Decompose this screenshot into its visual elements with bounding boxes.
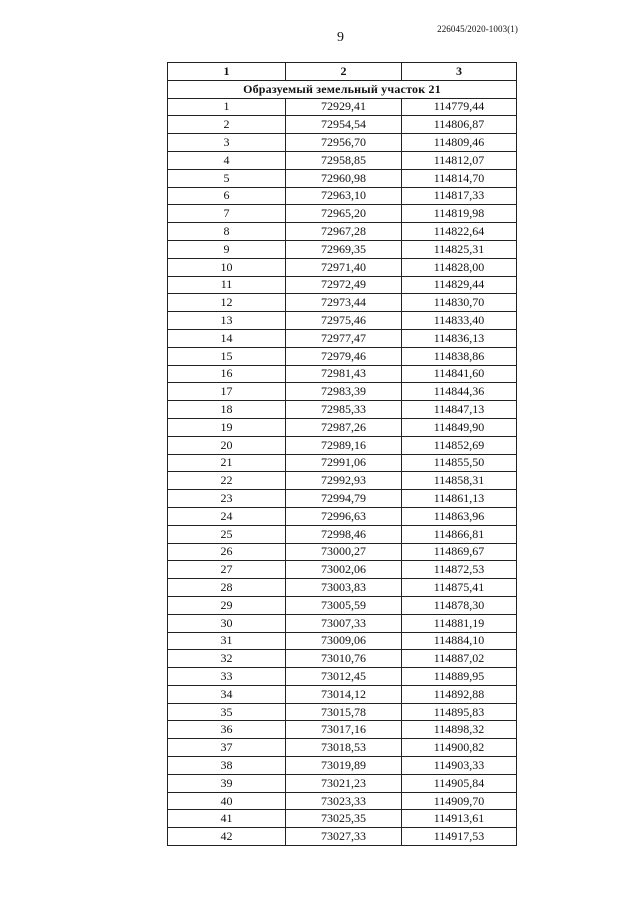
- y-coordinate-cell: 114828,00: [402, 258, 517, 276]
- y-coordinate-cell: 114895,83: [402, 703, 517, 721]
- point-number-cell: 31: [168, 632, 286, 650]
- x-coordinate-cell: 73005,59: [286, 596, 402, 614]
- y-coordinate-cell: 114779,44: [402, 98, 517, 116]
- point-number-cell: 8: [168, 223, 286, 241]
- table-row: [168, 98, 517, 116]
- x-coordinate-cell: 72965,20: [286, 205, 402, 223]
- point-number-cell: 16: [168, 365, 286, 383]
- y-coordinate-cell: 114819,98: [402, 205, 517, 223]
- table-row: [168, 294, 517, 312]
- x-coordinate-cell: 73025,35: [286, 810, 402, 828]
- table-row: [168, 561, 517, 579]
- y-coordinate-cell: 114889,95: [402, 668, 517, 686]
- x-coordinate-cell: 72975,46: [286, 312, 402, 330]
- table-row: [168, 614, 517, 632]
- x-coordinate-cell: 72989,16: [286, 436, 402, 454]
- y-coordinate-cell: 114884,10: [402, 632, 517, 650]
- x-coordinate-cell: 72987,26: [286, 418, 402, 436]
- point-number-cell: 11: [168, 276, 286, 294]
- y-coordinate-cell: 114825,31: [402, 240, 517, 258]
- point-number-cell: 24: [168, 507, 286, 525]
- table-row: [168, 685, 517, 703]
- point-number-cell: 21: [168, 454, 286, 472]
- y-coordinate-cell: 114887,02: [402, 650, 517, 668]
- point-number-cell: 28: [168, 579, 286, 597]
- point-number-cell: 15: [168, 347, 286, 365]
- point-number-cell: 34: [168, 685, 286, 703]
- table-row: [168, 650, 517, 668]
- point-number-cell: 18: [168, 401, 286, 419]
- y-coordinate-cell: 114829,44: [402, 276, 517, 294]
- table-row: [168, 347, 517, 365]
- x-coordinate-cell: 73007,33: [286, 614, 402, 632]
- table-row: [168, 810, 517, 828]
- y-coordinate-cell: 114809,46: [402, 134, 517, 152]
- y-coordinate-cell: 114872,53: [402, 561, 517, 579]
- x-coordinate-cell: 72954,54: [286, 116, 402, 134]
- point-number-cell: 40: [168, 792, 286, 810]
- point-number-cell: 23: [168, 490, 286, 508]
- x-coordinate-cell: 73003,83: [286, 579, 402, 597]
- table-row: [168, 454, 517, 472]
- y-coordinate-cell: 114838,86: [402, 347, 517, 365]
- point-number-cell: 17: [168, 383, 286, 401]
- column-header-2: 2: [286, 63, 402, 81]
- table-row: [168, 721, 517, 739]
- x-coordinate-cell: 72981,43: [286, 365, 402, 383]
- y-coordinate-cell: 114812,07: [402, 151, 517, 169]
- x-coordinate-cell: 72963,10: [286, 187, 402, 205]
- y-coordinate-cell: 114855,50: [402, 454, 517, 472]
- page-number: 9: [337, 30, 344, 45]
- x-coordinate-cell: 72960,98: [286, 169, 402, 187]
- x-coordinate-cell: 73021,23: [286, 774, 402, 792]
- section-title: Образуемый земельный участок 21: [168, 80, 517, 98]
- table-row: [168, 329, 517, 347]
- point-number-cell: 39: [168, 774, 286, 792]
- y-coordinate-cell: 114903,33: [402, 757, 517, 775]
- table-row: [168, 579, 517, 597]
- table-row: [168, 240, 517, 258]
- y-coordinate-cell: 114917,53: [402, 828, 517, 846]
- point-number-cell: 4: [168, 151, 286, 169]
- table-row: [168, 116, 517, 134]
- table-row: [168, 739, 517, 757]
- x-coordinate-cell: 73009,06: [286, 632, 402, 650]
- x-coordinate-cell: 72992,93: [286, 472, 402, 490]
- y-coordinate-cell: 114814,70: [402, 169, 517, 187]
- x-coordinate-cell: 72973,44: [286, 294, 402, 312]
- point-number-cell: 36: [168, 721, 286, 739]
- point-number-cell: 29: [168, 596, 286, 614]
- y-coordinate-cell: 114863,96: [402, 507, 517, 525]
- x-coordinate-cell: 72996,63: [286, 507, 402, 525]
- x-coordinate-cell: 73023,33: [286, 792, 402, 810]
- point-number-cell: 14: [168, 329, 286, 347]
- point-number-cell: 41: [168, 810, 286, 828]
- y-coordinate-cell: 114849,90: [402, 418, 517, 436]
- point-number-cell: 10: [168, 258, 286, 276]
- coordinates-table: [167, 62, 517, 846]
- table-row: [168, 169, 517, 187]
- y-coordinate-cell: 114909,70: [402, 792, 517, 810]
- table-row: [168, 312, 517, 330]
- table-row: [168, 703, 517, 721]
- y-coordinate-cell: 114847,13: [402, 401, 517, 419]
- point-number-cell: 3: [168, 134, 286, 152]
- y-coordinate-cell: 114830,70: [402, 294, 517, 312]
- y-coordinate-cell: 114913,61: [402, 810, 517, 828]
- y-coordinate-cell: 114841,60: [402, 365, 517, 383]
- y-coordinate-cell: 114806,87: [402, 116, 517, 134]
- table-row: [168, 507, 517, 525]
- x-coordinate-cell: 72969,35: [286, 240, 402, 258]
- x-coordinate-cell: 73015,78: [286, 703, 402, 721]
- table-row: [168, 187, 517, 205]
- point-number-cell: 1: [168, 98, 286, 116]
- point-number-cell: 25: [168, 525, 286, 543]
- table-body: [168, 80, 517, 845]
- table-row: [168, 828, 517, 846]
- table-row: [168, 365, 517, 383]
- table-row: [168, 632, 517, 650]
- x-coordinate-cell: 72994,79: [286, 490, 402, 508]
- point-number-cell: 19: [168, 418, 286, 436]
- table-row: [168, 401, 517, 419]
- y-coordinate-cell: 114898,32: [402, 721, 517, 739]
- document-number: 226045/2020-1003(1): [437, 24, 518, 34]
- y-coordinate-cell: 114861,13: [402, 490, 517, 508]
- y-coordinate-cell: 114892,88: [402, 685, 517, 703]
- table-row: [168, 792, 517, 810]
- table-row: [168, 472, 517, 490]
- x-coordinate-cell: 73010,76: [286, 650, 402, 668]
- point-number-cell: 7: [168, 205, 286, 223]
- column-header-1: 1: [168, 63, 286, 81]
- x-coordinate-cell: 73014,12: [286, 685, 402, 703]
- x-coordinate-cell: 73018,53: [286, 739, 402, 757]
- y-coordinate-cell: 114844,36: [402, 383, 517, 401]
- y-coordinate-cell: 114869,67: [402, 543, 517, 561]
- table-row: [168, 668, 517, 686]
- point-number-cell: 9: [168, 240, 286, 258]
- table-row: [168, 774, 517, 792]
- table-row: [168, 151, 517, 169]
- x-coordinate-cell: 72979,46: [286, 347, 402, 365]
- x-coordinate-cell: 72958,85: [286, 151, 402, 169]
- table-row: [168, 525, 517, 543]
- y-coordinate-cell: 114866,81: [402, 525, 517, 543]
- y-coordinate-cell: 114852,69: [402, 436, 517, 454]
- y-coordinate-cell: 114900,82: [402, 739, 517, 757]
- point-number-cell: 27: [168, 561, 286, 579]
- point-number-cell: 30: [168, 614, 286, 632]
- y-coordinate-cell: 114836,13: [402, 329, 517, 347]
- table-row: [168, 436, 517, 454]
- table-row: [168, 383, 517, 401]
- x-coordinate-cell: 72985,33: [286, 401, 402, 419]
- x-coordinate-cell: 72998,46: [286, 525, 402, 543]
- point-number-cell: 37: [168, 739, 286, 757]
- table-row: [168, 757, 517, 775]
- x-coordinate-cell: 73017,16: [286, 721, 402, 739]
- table-row: [168, 258, 517, 276]
- y-coordinate-cell: 114858,31: [402, 472, 517, 490]
- table-row: [168, 543, 517, 561]
- table-row: [168, 205, 517, 223]
- point-number-cell: 12: [168, 294, 286, 312]
- x-coordinate-cell: 72983,39: [286, 383, 402, 401]
- point-number-cell: 38: [168, 757, 286, 775]
- table-row: [168, 276, 517, 294]
- point-number-cell: 32: [168, 650, 286, 668]
- point-number-cell: 42: [168, 828, 286, 846]
- x-coordinate-cell: 72967,28: [286, 223, 402, 241]
- column-header-3: 3: [402, 63, 517, 81]
- table-header-row: [168, 63, 517, 81]
- y-coordinate-cell: 114905,84: [402, 774, 517, 792]
- point-number-cell: 2: [168, 116, 286, 134]
- y-coordinate-cell: 114817,33: [402, 187, 517, 205]
- table-row: [168, 490, 517, 508]
- point-number-cell: 5: [168, 169, 286, 187]
- table-row: [168, 596, 517, 614]
- point-number-cell: 20: [168, 436, 286, 454]
- x-coordinate-cell: 73019,89: [286, 757, 402, 775]
- y-coordinate-cell: 114833,40: [402, 312, 517, 330]
- x-coordinate-cell: 72972,49: [286, 276, 402, 294]
- point-number-cell: 13: [168, 312, 286, 330]
- y-coordinate-cell: 114875,41: [402, 579, 517, 597]
- x-coordinate-cell: 73012,45: [286, 668, 402, 686]
- point-number-cell: 22: [168, 472, 286, 490]
- x-coordinate-cell: 73027,33: [286, 828, 402, 846]
- table-row: [168, 418, 517, 436]
- y-coordinate-cell: 114878,30: [402, 596, 517, 614]
- x-coordinate-cell: 72977,47: [286, 329, 402, 347]
- y-coordinate-cell: 114822,64: [402, 223, 517, 241]
- point-number-cell: 33: [168, 668, 286, 686]
- section-title-row: [168, 80, 517, 98]
- x-coordinate-cell: 72971,40: [286, 258, 402, 276]
- y-coordinate-cell: 114881,19: [402, 614, 517, 632]
- point-number-cell: 6: [168, 187, 286, 205]
- table-row: [168, 134, 517, 152]
- x-coordinate-cell: 72956,70: [286, 134, 402, 152]
- point-number-cell: 26: [168, 543, 286, 561]
- table-row: [168, 223, 517, 241]
- x-coordinate-cell: 73002,06: [286, 561, 402, 579]
- point-number-cell: 35: [168, 703, 286, 721]
- x-coordinate-cell: 73000,27: [286, 543, 402, 561]
- x-coordinate-cell: 72929,41: [286, 98, 402, 116]
- x-coordinate-cell: 72991,06: [286, 454, 402, 472]
